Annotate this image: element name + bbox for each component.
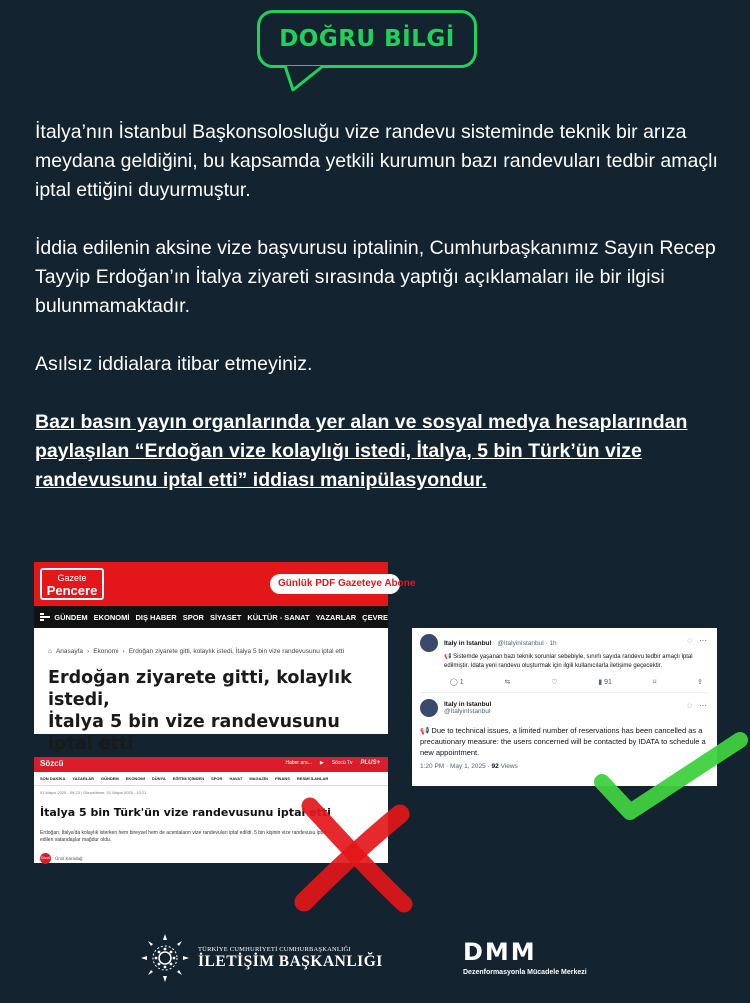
dmm-subtitle: Dezenformasyonla Mücadele Merkezi [463,969,587,976]
reply-icon: ◯ 1 [450,679,464,686]
chevron-right-icon: › [122,648,125,655]
svg-text:DMM: DMM [463,938,537,966]
nav-item: SİYASET [209,612,242,622]
site-header [34,562,416,606]
nav-item: YAZARLAR [315,612,357,622]
nav-item: SON DAKİKA [40,776,66,781]
fact-check-text [35,118,725,524]
article-headline: İtalya 5 bin Türk'ün vize randevusunu iptal etti [40,806,331,819]
tweet-header [420,699,709,717]
false-cross-icon [296,800,414,912]
article-headline [48,667,388,755]
paragraph: İddia edilenin aksine vize başvurusu iptalinin, Cumhurbaşkanımız Sayın Recep Tayyip Erdoğan’ın İtalya ziyareti sırasında yaptığı açıklamaları ile bir ilgisi bulunmamaktadır. [35,237,716,317]
avatar [420,699,438,717]
pdf-subscribe-button: Günlük PDF Gazeteye Abone [270,574,400,594]
tweet-header [420,634,709,652]
grok-icon: ◌ [687,636,692,645]
tweet-tools [687,636,707,645]
plus-badge: PLUS+ [360,760,380,766]
views-label: Views [498,763,518,770]
play-icon: ▶ [319,760,324,766]
breadcrumb-item: Anasayfa [55,648,84,655]
nav-item: DIŞ HABER [135,612,177,622]
iletisim-title: İLETİŞİM BAŞKANLIĞI [198,952,383,970]
view-count: 92 [491,763,499,770]
nav-item: EKONOMİ [93,612,130,622]
nav-item: KÜLTÜR - SANAT [247,612,310,622]
breadcrumb-item: Erdoğan ziyarete gitti, kolaylık istedi, İtalya 5 bin vize randevusunu iptal etti [128,648,345,655]
account-name: Italy in Istanbul [444,639,492,647]
tweet-actions [450,678,703,686]
headline-line: İtalya 5 bin vize randevusunu iptal etti [48,712,340,754]
breadcrumb-item: Ekonomi [93,648,119,655]
tv-link: Sözcü Tv [331,760,353,766]
account-name: Italy in Istanbul [444,701,492,708]
avatar [420,634,438,652]
tweet-tools [687,701,707,710]
paragraph: Asılsız iddialara itibar etmeyiniz. [35,353,313,375]
article-summary: Erdoğan, İtalya'da kolaylık isterken hem bireysel hem de acentaların vize randevuları iptal edildi. 5 bin kişinin vize randevusu iptal edilen vatandaşlar mağdur oldu. [40,830,326,843]
site-nav [34,606,388,628]
account-handle: @ItalyinIstanbul · 1h [497,639,557,647]
logo-bottom: Pencere [46,583,98,598]
search-field: Haber ara... [285,760,312,766]
like-icon: ♡ [551,679,558,686]
nav-item: MAGAZİN [249,776,268,781]
tweet-text: 📢 Due to technical issues, a limited number of reservations has been cancelled as a precautionary measure: the users concerned will be contacted by IDATA to schedule a new appointment. [420,726,706,757]
avatar: Sözcü [40,853,51,864]
retweet-icon: ⇆ [504,679,511,686]
account-info [444,701,491,715]
tweet-timestamp: 1:20 PM · May 1, 2025 · [420,763,492,770]
nav-item: SPOR [211,776,223,781]
claim-statement: Bazı basın yayın organlarında yer alan ve sosyal medya hesaplarından paylaşılan “Erdoğan vize kolaylığı istedi, İtalya, 5 bin Türk’ün vize randevusunu iptal etti” iddiası manipülasyondur. [35,411,688,491]
nav-item: EKONOMİ [125,776,145,781]
nav-item: GÜNDEM [54,612,88,622]
account-handle: @ItalyinIstanbul [444,708,491,715]
dmm-logo [463,940,587,976]
more-icon: ··· [699,701,707,710]
nav-item: FİNANS [275,776,290,781]
site-header [34,757,388,772]
verdict-badge [257,10,477,68]
share-icon: ⇪ [697,679,703,686]
views-icon: ▮ 91 [598,679,612,686]
site-logo: Sözcü [40,759,64,768]
nav-item: RESMİ İLANLAR [296,776,329,781]
nav-item: GÜNDEM [100,776,119,781]
iletisim-logo [140,933,383,983]
grok-icon: ◌ [687,701,692,710]
article-meta: 01 Mayıs 2025 - 09:23 | Güncelleme: 01 Mayıs 2025 - 10:21 [40,790,147,795]
home-icon: ⌂ [48,648,52,655]
news-screenshot-gazete-pencere [34,562,416,754]
emblem-icon [140,933,190,983]
true-check-icon [596,730,746,822]
nav-item: EĞİTİM İÇİNDEN [172,776,205,781]
nav-item: SPOR [182,612,204,622]
bookmark-icon: ⌑ [652,679,657,686]
iletisim-text [198,946,383,971]
tweet-text: 📢 Sistemde yaşanan bazı teknik sorunlar sebebiyle, sınırlı sayıda randevu tedbir amaçlı iptal edilmiştir. Idata yeni randevu oluşturmak için ilgili kullanıcılarla iletişime geçecektir. [444,654,693,669]
speech-tail-icon [283,64,333,92]
breadcrumb [48,648,388,655]
nav-item: ÇEVRE [362,612,388,622]
logo-top: Gazete [57,573,87,583]
view-count: 91 [604,679,612,686]
header-tools [285,760,380,766]
site-nav [34,772,388,786]
site-logo [40,568,104,600]
verdict-label: DOĞRU BİLGİ [279,26,455,52]
author-name: Ümit Karadağ [55,856,83,861]
paragraph: İtalya’nın İstanbul Başkonsolosluğu vize randevu sisteminde teknik bir arıza meydana geldiğini, bu kapsamda yetkili kurumun bazı randevuları tedbir amaçlı iptal ettiğini duyurmuştur. [35,121,718,201]
nav-item: HAVAT [229,776,243,781]
reply-count: 1 [459,679,464,686]
tweet-turkish [412,628,717,693]
chevron-right-icon: › [87,648,90,655]
dmm-wordmark [463,938,573,966]
nav-item: YAZARLAR [72,776,94,781]
iletisim-subtitle: TÜRKİYE CUMHURİYETİ CUMHURBAŞKANLIĞI [198,945,351,953]
nav-item: DÜNYA [151,776,166,781]
hamburger-icon [40,613,44,621]
headline-line: Erdoğan ziyarete gitti, kolaylık istedi, [48,668,352,710]
more-icon: ··· [699,636,707,645]
